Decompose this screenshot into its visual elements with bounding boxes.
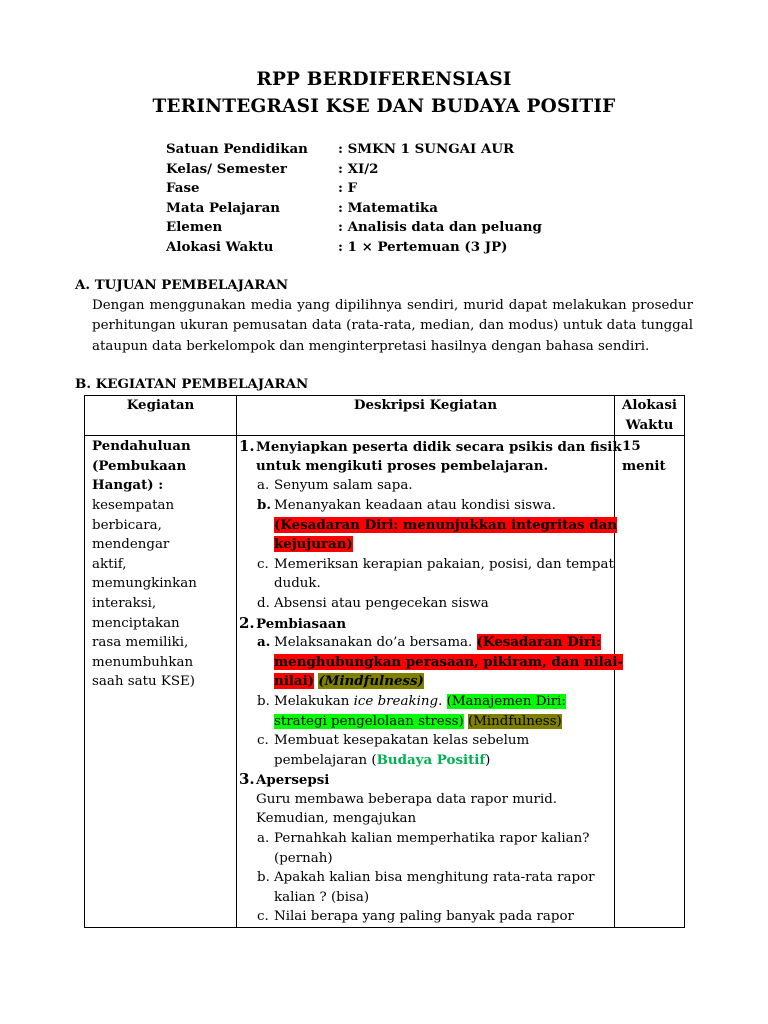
- meta-key: Satuan Pendidikan: [166, 141, 308, 157]
- step-2-heading: 2.Pembiasaan: [239, 613, 347, 632]
- alokasi-unit: menit: [622, 457, 666, 474]
- alokasi-cell: [615, 436, 685, 928]
- list-item-cont: duduk.: [274, 576, 321, 592]
- kegiatan-text: memungkinkan: [92, 576, 197, 592]
- meta-value: : F: [338, 180, 358, 197]
- step-3-heading: 3.Apersepsi: [239, 770, 330, 789]
- list-item: c. Membuat kesepakatan kelas sebelum: [257, 733, 530, 749]
- kegiatan-text: aktif,: [92, 556, 127, 572]
- meta-value: : XI/2: [338, 160, 379, 177]
- kegiatan-title: (Pembukaan: [92, 457, 187, 474]
- kegiatan-text: menciptakan: [92, 615, 180, 631]
- document-title-line2: TERINTEGRASI KSE DAN BUDAYA POSITIF: [152, 96, 616, 117]
- kegiatan-text: saah satu KSE): [92, 674, 196, 690]
- kegiatan-text: menumbuhkan: [92, 654, 194, 670]
- activity-table: [84, 395, 685, 928]
- list-item: d. Absensi atau pengecekan siswa: [257, 595, 489, 611]
- step-1-heading-cont: untuk mengikuti proses pembelajaran.: [256, 457, 549, 474]
- list-item: a. Senyum salam sapa.: [257, 478, 413, 494]
- identity-table: [166, 140, 542, 258]
- deskripsi-cell: [237, 436, 624, 928]
- meta-key: Kelas/ Semester: [166, 160, 287, 177]
- section-b-heading: B. KEGIATAN PEMBELAJARAN: [75, 376, 309, 392]
- list-item: b. Apakah kalian bisa menghitung rata-rata rapor: [257, 870, 595, 886]
- meta-key: Alokasi Waktu: [166, 238, 274, 255]
- kegiatan-text: interaksi,: [92, 595, 157, 611]
- kegiatan-title: Pendahuluan: [92, 438, 191, 455]
- apersepsi-text: Kemudian, mengajukan: [256, 811, 417, 827]
- list-item-cont: kalian ? (bisa): [274, 889, 370, 905]
- kegiatan-text: rasa memiliki,: [92, 635, 189, 651]
- meta-key: Elemen: [166, 219, 223, 236]
- kegiatan-cell: [85, 436, 237, 928]
- objective-line: ataupun data berkelompok dan menginterpretasi hasilnya dengan bahasa sendiri.: [92, 338, 650, 354]
- header-alokasi-line1: Alokasi: [622, 397, 677, 413]
- meta-value: : SMKN 1 SUNGAI AUR: [338, 141, 515, 157]
- highlight-kesadaran-diri: (Kesadaran Diri: menunjukkan integritas dan: [274, 516, 618, 533]
- kegiatan-title: Hangat) :: [92, 477, 164, 494]
- meta-value: : Analisis data dan peluang: [338, 219, 542, 236]
- highlight-manajemen-diri: strategi pengelolaan stress) (Mindfulness): [274, 713, 562, 729]
- list-item: c. Nilai berapa yang paling banyak pada rapor: [257, 909, 574, 925]
- table-row: [85, 436, 685, 928]
- list-item-cont: (pernah): [274, 850, 333, 866]
- list-item: b. Menanyakan keadaan atau kondisi siswa.: [257, 496, 556, 513]
- highlight-kesadaran-diri-cont: menghubungkan perasaan, pikiram, dan nilai-: [274, 653, 624, 670]
- table-header-row: [85, 396, 685, 436]
- kegiatan-text: mendengar: [92, 537, 170, 553]
- list-item: c. Memeriksan kerapian pakaian, posisi, dan tempat: [257, 556, 614, 572]
- list-item: a. Pernahkah kalian memperhatika rapor kalian?: [257, 831, 590, 847]
- step-1-heading: 1.Menyiapkan peserta didik secara psikis dan fisik: [239, 437, 622, 456]
- meta-key: Fase: [166, 180, 200, 197]
- highlight-kesadaran-diri-cont: kejujuran): [274, 536, 353, 553]
- kegiatan-text: kesempatan: [92, 497, 175, 513]
- alokasi-value: 15: [622, 438, 641, 455]
- list-item-cont: pembelajaran (Budaya Positif): [274, 751, 491, 768]
- kegiatan-text: berbicara,: [92, 517, 162, 533]
- header-alokasi: [615, 396, 685, 436]
- header-alokasi-line2: Waktu: [625, 416, 674, 433]
- objective-line: Dengan menggunakan media yang dipilihnya sendiri, murid dapat melakukan prosedur: [92, 298, 693, 313]
- meta-key: Mata Pelajaran: [166, 199, 281, 216]
- header-kegiatan: Kegiatan: [85, 396, 237, 436]
- meta-value: : Matematika: [338, 199, 438, 216]
- header-deskripsi: Deskripsi Kegiatan: [237, 396, 615, 436]
- highlight-mindfulness: nilai) (Mindfulness): [274, 673, 424, 690]
- objective-line: perhitungan ukuran pemusatan data (rata-rata, median, dan modus) untuk data tunggal: [92, 318, 693, 334]
- list-item: a. Melaksanakan do’a bersama. (Kesadaran Diri:: [257, 634, 601, 651]
- meta-value: : 1 × Pertemuan (3 JP): [338, 238, 508, 255]
- list-item: b. Melakukan ice breaking. (Manajemen Diri:: [257, 693, 566, 709]
- apersepsi-text: Guru membawa beberapa data rapor murid.: [256, 791, 558, 807]
- document-title-line1: RPP BERDIFERENSIASI: [256, 69, 512, 90]
- objective-paragraph: [92, 296, 693, 357]
- section-a-heading: A. TUJUAN PEMBELAJARAN: [75, 277, 289, 293]
